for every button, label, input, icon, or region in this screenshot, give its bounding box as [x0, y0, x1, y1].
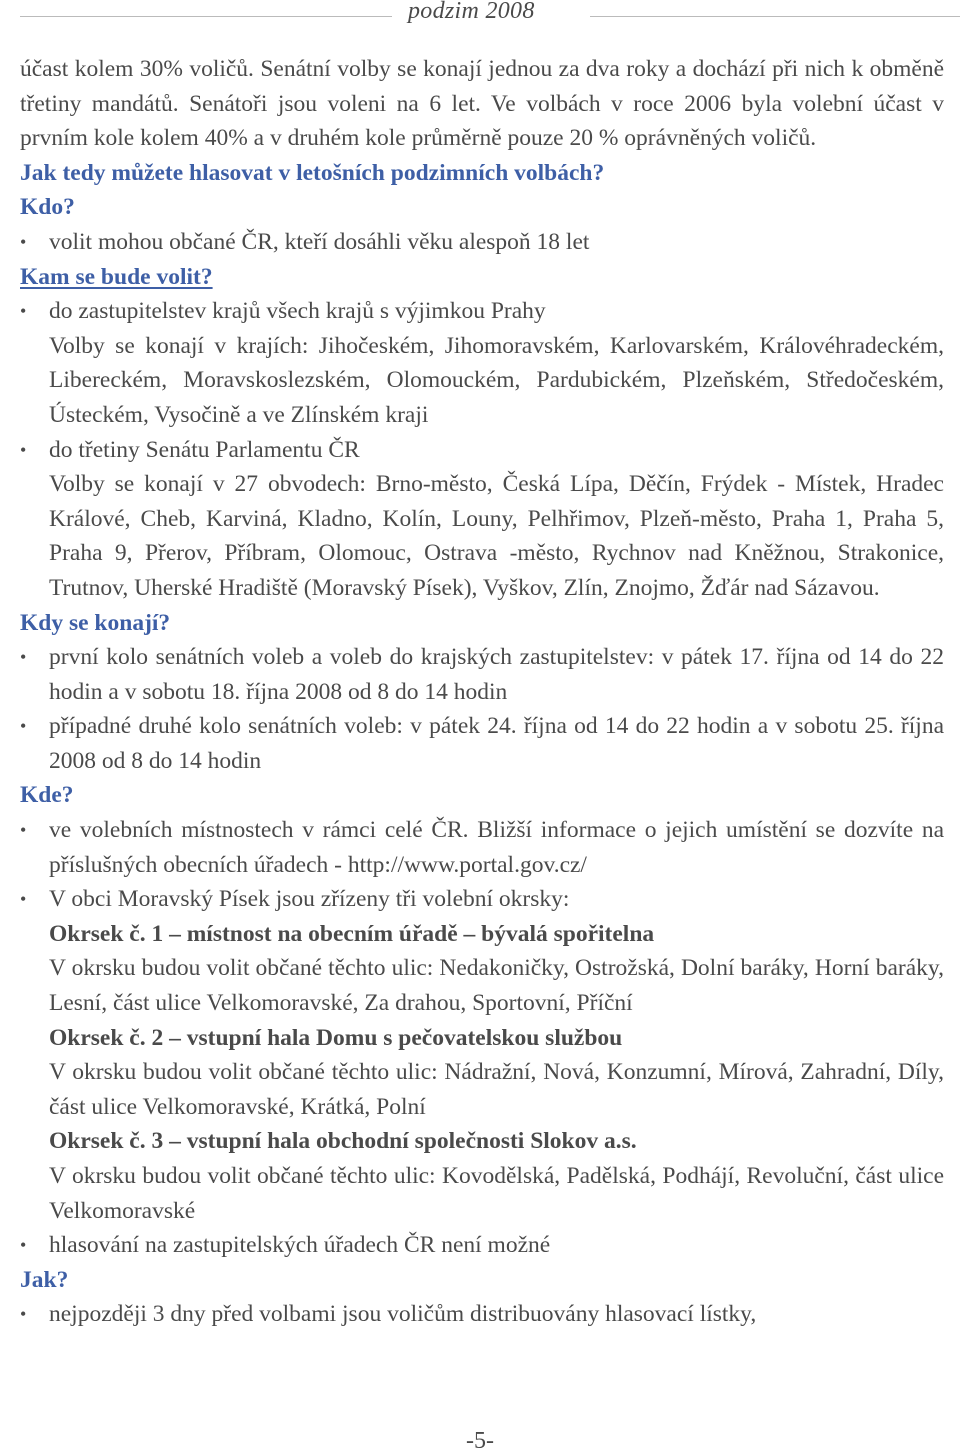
list-jak: [20, 1297, 944, 1332]
bullet-icon: •: [20, 301, 27, 322]
list-kdy: [20, 640, 944, 778]
bullet-icon: •: [20, 820, 27, 841]
list-item-text: ve volebních místnostech v rámci celé ČR. Bližší informace o jejich umístění se dozvíte na příslušných obecních úřadech - http://www.portal.gov.cz/: [49, 817, 944, 878]
section-heading-kdy: Kdy se konají?: [20, 609, 171, 636]
list-item-text: nejpozději 3 dny před volbami jsou voličům distribuovány hlasovací lístky,: [49, 1301, 757, 1328]
list-item: [20, 1297, 944, 1332]
bullet-icon: •: [20, 716, 27, 737]
page-number: -5-: [466, 1428, 494, 1454]
section-heading-kam: Kam se bude volit?: [20, 263, 213, 290]
article-body: [20, 52, 944, 1332]
list-item: [20, 294, 944, 432]
list-item-text: volit mohou občané ČR, kteří dosáhli věku alespoň 18 let: [49, 228, 590, 255]
list-item: [20, 813, 944, 882]
districts-paragraph: Volby se konají v 27 obvodech: Brno-město, Česká Lípa, Děčín, Frýdek - Místek, Hradec Králové, Cheb, Karviná, Kladno, Kolín, Louny, Pelhřimov, Plzeň-město, Praha 1, Praha 5, Praha 9, Přerov, Příbram, Olomouc, Ostrava -město, Rychnov nad Kněžnou, Strakonice, Trutnov, Uherské Hradiště (Moravský Písek), Vyškov, Zlín, Znojmo, Žďár nad Sázavou.: [49, 471, 944, 601]
main-question: Jak tedy můžete hlasovat v letošních podzimních volbách?: [20, 159, 605, 186]
list-kdo: [20, 225, 944, 260]
list-item-text: první kolo senátních voleb a voleb do krajských zastupitelstev: v pátek 17. října od 14 do 22 hodin a v sobotu 18. října 2008 od 8 do 14 hodin: [49, 644, 944, 705]
intro-paragraph: účast kolem 30% voličů. Senátní volby se konají jednou za dva roky a dochází při nich k obměně třetiny mandátů. Senátoři jsou voleni na 6 let. Ve volbách v roce 2006 byla volební účast v prvním kole kolem 40% a v druhém kole průměrně pouze 20 % oprávněných voličů.: [20, 56, 944, 152]
list-item: [20, 225, 944, 260]
running-header: [20, 0, 960, 30]
list-item: [20, 640, 944, 709]
list-item-text: případné druhé kolo senátních voleb: v pátek 24. října od 14 do 22 hodin a v sobotu 25. října 2008 od 8 do 14 hodin: [49, 713, 944, 774]
bullet-icon: •: [20, 1304, 27, 1325]
header-rule-right: [590, 16, 960, 17]
okrsek-2-streets: V okrsku budou volit občané těchto ulic: Nádražní, Nová, Konzumní, Mírová, Zahradní, Díly, část ulice Velkomoravské, Krátká, Polní: [49, 1059, 944, 1120]
list-kde: [20, 813, 944, 1263]
list-item-text: do třetiny Senátu Parlamentu ČR: [49, 436, 360, 463]
header-title: podzim 2008: [408, 0, 535, 24]
okrsek-3-title: Okrsek č. 3 – vstupní hala obchodní společnosti Slokov a.s.: [49, 1128, 637, 1155]
bullet-icon: •: [20, 889, 27, 910]
bullet-icon: •: [20, 439, 27, 460]
section-heading-jak: Jak?: [20, 1266, 69, 1293]
bullet-icon: •: [20, 231, 27, 252]
okrsek-1-title: Okrsek č. 1 – místnost na obecním úřadě – bývalá spořitelna: [49, 920, 655, 947]
section-heading-kde: Kde?: [20, 782, 74, 809]
section-heading-kdo: Kdo?: [20, 194, 75, 221]
okrsek-2-title: Okrsek č. 2 – vstupní hala Domu s pečovatelskou službou: [49, 1024, 623, 1051]
okrsek-3-streets: V okrsku budou volit občané těchto ulic: Kovodělská, Padělská, Podhájí, Revoluční, část ulice Velkomoravské: [49, 1163, 944, 1224]
bullet-icon: •: [20, 647, 27, 668]
list-item-text: hlasování na zastupitelských úřadech ČR není možné: [49, 1232, 551, 1259]
list-item-text: do zastupitelstev krajů všech krajů s výjimkou Prahy: [49, 298, 546, 325]
bullet-icon: •: [20, 1235, 27, 1256]
list-item: [20, 1228, 944, 1263]
list-item: [20, 709, 944, 778]
list-kam: [20, 294, 944, 605]
okrsek-1-streets: V okrsku budou volit občané těchto ulic: Nedakoničky, Ostrožská, Dolní baráky, Horní baráky, Lesní, část ulice Velkomoravské, Za drahou, Sportovní, Příční: [49, 955, 944, 1017]
list-item: [20, 882, 944, 1228]
list-item: [20, 433, 944, 606]
header-rule-left: [20, 16, 392, 17]
list-item-text: V obci Moravský Písek jsou zřízeny tři volební okrsky:: [49, 886, 570, 913]
regions-paragraph: Volby se konají v krajích: Jihočeském, Jihomoravském, Karlovarském, Královéhradeckém, Libereckém, Moravskoslezském, Olomouckém, Pardubickém, Plzeňském, Středočeském, Ústeckém, Vysočině a ve Zlínském kraji: [49, 332, 944, 428]
